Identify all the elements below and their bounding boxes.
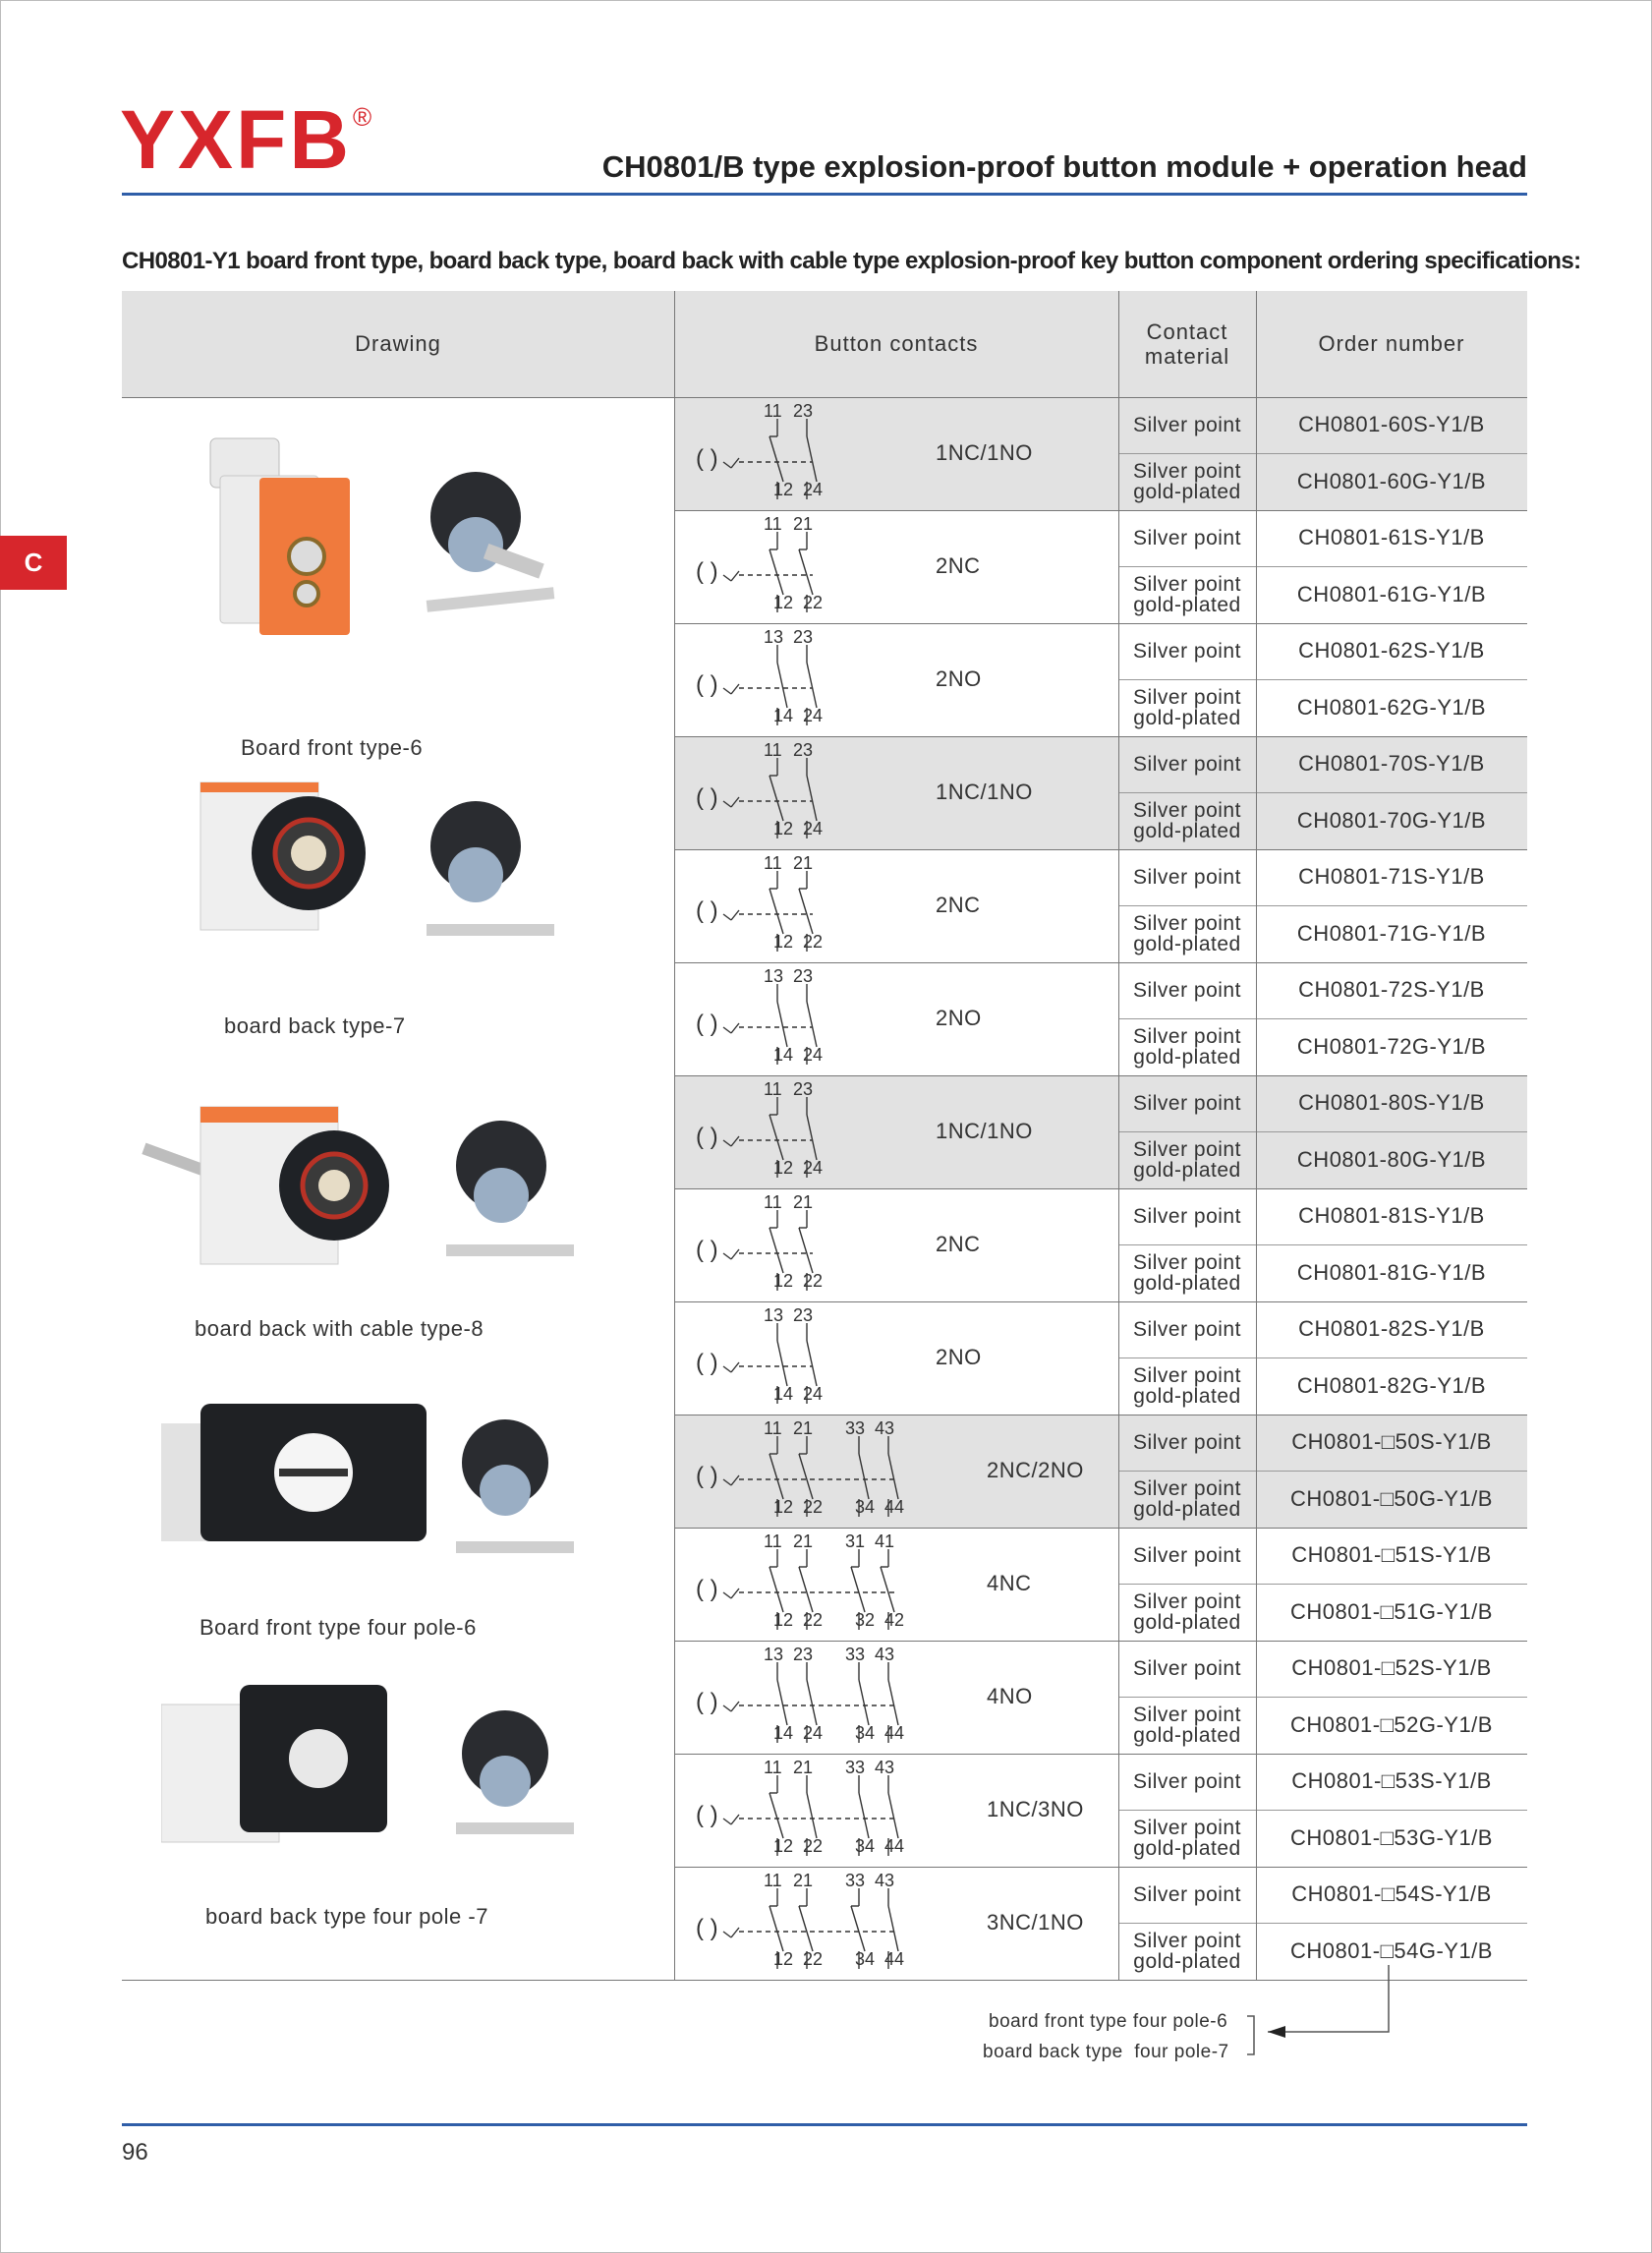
actuator-symbol: ( ): [696, 1463, 718, 1489]
terminal-number: 21: [793, 1531, 814, 1551]
actuator-symbol: ( ): [696, 897, 718, 924]
actuator-symbol: ( ): [696, 784, 718, 811]
terminal-number: 12: [773, 1271, 794, 1291]
contact-material: Silver point: [1133, 1769, 1241, 1793]
terminal-number: 11: [764, 1531, 782, 1551]
terminal-number: 11: [764, 853, 782, 873]
terminal-number: 34: [855, 1836, 876, 1856]
terminal-number: 23: [793, 1645, 814, 1664]
terminal-number: 42: [884, 1610, 905, 1630]
actuator-symbol: ( ): [696, 1237, 718, 1263]
terminal-number: 11: [764, 1758, 782, 1777]
contact-material: Silver point: [1133, 978, 1241, 1002]
terminal-number: 24: [803, 1384, 824, 1404]
contact-material: Silver point gold-plated: [1133, 798, 1241, 842]
contact-material: Silver point gold-plated: [1133, 911, 1241, 955]
terminal-number: 21: [793, 514, 814, 534]
footer-rule: [122, 2123, 1527, 2126]
terminal-number: 21: [793, 1192, 814, 1212]
header-drawing: Drawing: [122, 291, 674, 397]
terminal-number: 24: [803, 480, 824, 499]
terminal-number: 32: [855, 1610, 876, 1630]
contact-config-label: 1NC/3NO: [987, 1797, 1084, 1822]
terminal-number: 22: [803, 1949, 824, 1969]
terminal-number: 23: [793, 1305, 814, 1325]
terminal-number: 43: [875, 1418, 895, 1438]
contact-config-label: 2NO: [936, 666, 982, 692]
terminal-number: 44: [884, 1723, 905, 1743]
contact-material: Silver point: [1133, 526, 1241, 549]
order-number: CH0801-□53S-Y1/B: [1291, 1768, 1492, 1794]
terminal-number: 21: [793, 1418, 814, 1438]
contact-material: Silver point gold-plated: [1133, 685, 1241, 729]
contact-config-label: 2NC: [936, 1232, 981, 1257]
terminal-number: 13: [764, 966, 784, 986]
order-number: CH0801-□53G-Y1/B: [1290, 1824, 1493, 1850]
actuator-symbol: ( ): [696, 671, 718, 698]
order-number: CH0801-60S-Y1/B: [1298, 412, 1485, 437]
terminal-number: 11: [764, 1079, 782, 1099]
terminal-number: 11: [764, 740, 782, 760]
terminal-number: 21: [793, 1758, 814, 1777]
terminal-number: 22: [803, 593, 824, 612]
header-contacts: Button contacts: [674, 291, 1118, 397]
terminal-number: 12: [773, 480, 794, 499]
order-number: CH0801-70G-Y1/B: [1296, 807, 1487, 833]
terminal-number: 34: [855, 1723, 876, 1743]
contact-material: Silver point: [1133, 752, 1241, 776]
header-material: Contact material: [1118, 291, 1256, 397]
terminal-number: 13: [764, 627, 784, 647]
order-number: CH0801-□50S-Y1/B: [1291, 1429, 1492, 1455]
terminal-number: 12: [773, 1949, 794, 1969]
terminal-number: 11: [764, 1418, 782, 1438]
contact-config-label: 4NC: [987, 1571, 1032, 1596]
contact-material: Silver point: [1133, 413, 1241, 436]
terminal-number: 11: [764, 401, 782, 421]
contact-material: Silver point: [1133, 1882, 1241, 1906]
terminal-number: 44: [884, 1497, 905, 1517]
terminal-number: 12: [773, 593, 794, 612]
terminal-number: 23: [793, 401, 814, 421]
contact-config-label: 2NO: [936, 1345, 982, 1370]
terminal-number: 24: [803, 1158, 824, 1178]
terminal-number: 13: [764, 1305, 784, 1325]
page-title: CH0801/B type explosion-proof button module + operation head: [601, 149, 1527, 184]
contact-material: Silver point gold-plated: [1133, 1703, 1241, 1747]
terminal-number: 12: [773, 1610, 794, 1630]
contact-material: Silver point: [1133, 1656, 1241, 1680]
order-number: CH0801-81G-Y1/B: [1296, 1259, 1487, 1285]
terminal-number: 44: [884, 1836, 905, 1856]
contact-material: Silver point: [1133, 1317, 1241, 1341]
order-number: CH0801-72S-Y1/B: [1298, 977, 1485, 1003]
contact-config-label: 3NC/1NO: [987, 1910, 1084, 1935]
order-number: CH0801-80S-Y1/B: [1298, 1090, 1485, 1116]
brand-logo: YXFB: [120, 93, 353, 186]
terminal-number: 33: [845, 1418, 866, 1438]
order-number: CH0801-□52G-Y1/B: [1290, 1711, 1493, 1737]
terminal-number: 12: [773, 1836, 794, 1856]
contact-config-label: 1NC/1NO: [936, 780, 1033, 805]
terminal-number: 14: [773, 706, 794, 725]
terminal-number: 33: [845, 1758, 866, 1777]
terminal-number: 13: [764, 1645, 784, 1664]
contact-config-label: 2NC/2NO: [987, 1458, 1084, 1483]
terminal-number: 14: [773, 1384, 794, 1404]
contact-material: Silver point gold-plated: [1133, 1024, 1241, 1069]
drawing-label: Board front type four pole-6: [199, 1615, 477, 1640]
contact-material: Silver point gold-plated: [1133, 1250, 1241, 1295]
terminal-number: 11: [764, 1871, 782, 1890]
order-number: CH0801-62S-Y1/B: [1298, 638, 1485, 664]
contact-material: Silver point gold-plated: [1133, 1929, 1241, 1973]
drawing-label: board back with cable type-8: [195, 1316, 484, 1341]
terminal-number: 34: [855, 1497, 876, 1517]
order-number: CH0801-61G-Y1/B: [1296, 581, 1487, 607]
terminal-number: 22: [803, 1836, 824, 1856]
order-number: CH0801-71G-Y1/B: [1296, 920, 1487, 946]
chapter-tab: C: [0, 536, 67, 590]
contact-material: Silver point: [1133, 1543, 1241, 1567]
actuator-symbol: ( ): [696, 445, 718, 472]
order-number: CH0801-70S-Y1/B: [1298, 751, 1485, 777]
contact-material: Silver point gold-plated: [1133, 1816, 1241, 1860]
terminal-number: 34: [855, 1949, 876, 1969]
terminal-number: 12: [773, 1158, 794, 1178]
terminal-number: 24: [803, 1045, 824, 1065]
actuator-symbol: ( ): [696, 1576, 718, 1602]
contact-material: Silver point gold-plated: [1133, 1137, 1241, 1182]
terminal-number: 44: [884, 1949, 905, 1969]
actuator-symbol: ( ): [696, 1011, 718, 1037]
terminal-number: 43: [875, 1758, 895, 1777]
terminal-number: 22: [803, 1610, 824, 1630]
order-number: CH0801-□54G-Y1/B: [1290, 1937, 1493, 1963]
order-number: CH0801-60G-Y1/B: [1296, 468, 1487, 493]
actuator-symbol: ( ): [696, 1915, 718, 1941]
terminal-number: 23: [793, 1079, 814, 1099]
contact-material: Silver point: [1133, 1204, 1241, 1228]
actuator-symbol: ( ): [696, 1802, 718, 1828]
terminal-number: 22: [803, 1497, 824, 1517]
order-number: CH0801-82G-Y1/B: [1296, 1372, 1487, 1398]
terminal-number: 33: [845, 1645, 866, 1664]
terminal-number: 24: [803, 819, 824, 838]
order-number: CH0801-71S-Y1/B: [1298, 864, 1485, 890]
registered-mark: ®: [353, 102, 372, 132]
terminal-number: 11: [764, 1192, 782, 1212]
order-number: CH0801-61S-Y1/B: [1298, 525, 1485, 550]
actuator-symbol: ( ): [696, 558, 718, 585]
actuator-symbol: ( ): [696, 1124, 718, 1150]
terminal-number: 43: [875, 1871, 895, 1890]
contact-material: Silver point: [1133, 865, 1241, 889]
terminal-number: 31: [845, 1531, 866, 1551]
terminal-number: 22: [803, 932, 824, 952]
contact-config-label: 1NC/1NO: [936, 440, 1033, 466]
terminal-number: 14: [773, 1723, 794, 1743]
contact-config-label: 4NO: [987, 1684, 1033, 1709]
contact-material: Silver point gold-plated: [1133, 1363, 1241, 1408]
order-number: CH0801-□54S-Y1/B: [1291, 1881, 1492, 1907]
contact-material: Silver point: [1133, 639, 1241, 663]
drawing-label: board back type-7: [224, 1013, 406, 1038]
contact-config-label: 2NC: [936, 893, 981, 918]
terminal-number: 22: [803, 1271, 824, 1291]
actuator-symbol: ( ): [696, 1689, 718, 1715]
contact-material: Silver point gold-plated: [1133, 1589, 1241, 1634]
contact-material: Silver point gold-plated: [1133, 1476, 1241, 1521]
drawing-label: Board front type-6: [241, 735, 424, 760]
terminal-number: 23: [793, 966, 814, 986]
header-order-number: Order number: [1256, 291, 1527, 397]
terminal-number: 41: [875, 1531, 895, 1551]
order-number: CH0801-72G-Y1/B: [1296, 1033, 1487, 1059]
order-number: CH0801-80G-Y1/B: [1296, 1146, 1487, 1172]
order-number: CH0801-62G-Y1/B: [1296, 694, 1487, 720]
terminal-number: 43: [875, 1645, 895, 1664]
terminal-number: 21: [793, 853, 814, 873]
section-subtitle: CH0801-Y1 board front type, board back type, board back with cable type explosion-proof key button component ordering specifications:: [122, 248, 1581, 274]
footnote-board-front: board front type four pole-6: [989, 2011, 1228, 2032]
terminal-number: 14: [773, 1045, 794, 1065]
terminal-number: 33: [845, 1871, 866, 1890]
terminal-number: 23: [793, 740, 814, 760]
order-number: CH0801-□51G-Y1/B: [1290, 1598, 1493, 1624]
terminal-number: 24: [803, 1723, 824, 1743]
terminal-number: 12: [773, 1497, 794, 1517]
terminal-number: 12: [773, 932, 794, 952]
contact-config-label: 2NC: [936, 553, 981, 579]
terminal-number: 21: [793, 1871, 814, 1890]
contact-material: Silver point: [1133, 1091, 1241, 1115]
order-number: CH0801-□51S-Y1/B: [1291, 1542, 1492, 1568]
terminal-number: 23: [793, 627, 814, 647]
order-number: CH0801-82S-Y1/B: [1298, 1316, 1485, 1342]
order-number: CH0801-81S-Y1/B: [1298, 1203, 1485, 1229]
terminal-number: 11: [764, 514, 782, 534]
contact-material: Silver point: [1133, 1430, 1241, 1454]
contact-material: Silver point gold-plated: [1133, 572, 1241, 616]
actuator-symbol: ( ): [696, 1350, 718, 1376]
contact-material: Silver point gold-plated: [1133, 459, 1241, 503]
terminal-number: 12: [773, 819, 794, 838]
contact-config-label: 2NO: [936, 1006, 982, 1031]
drawing-label: board back type four pole -7: [205, 1904, 488, 1929]
order-number: CH0801-□50G-Y1/B: [1290, 1485, 1493, 1511]
footnote-board-back: board back type four pole-7: [983, 2042, 1229, 2062]
page-number: 96: [122, 2139, 148, 2166]
order-number: CH0801-□52S-Y1/B: [1291, 1655, 1492, 1681]
contact-config-label: 1NC/1NO: [936, 1119, 1033, 1144]
terminal-number: 24: [803, 706, 824, 725]
